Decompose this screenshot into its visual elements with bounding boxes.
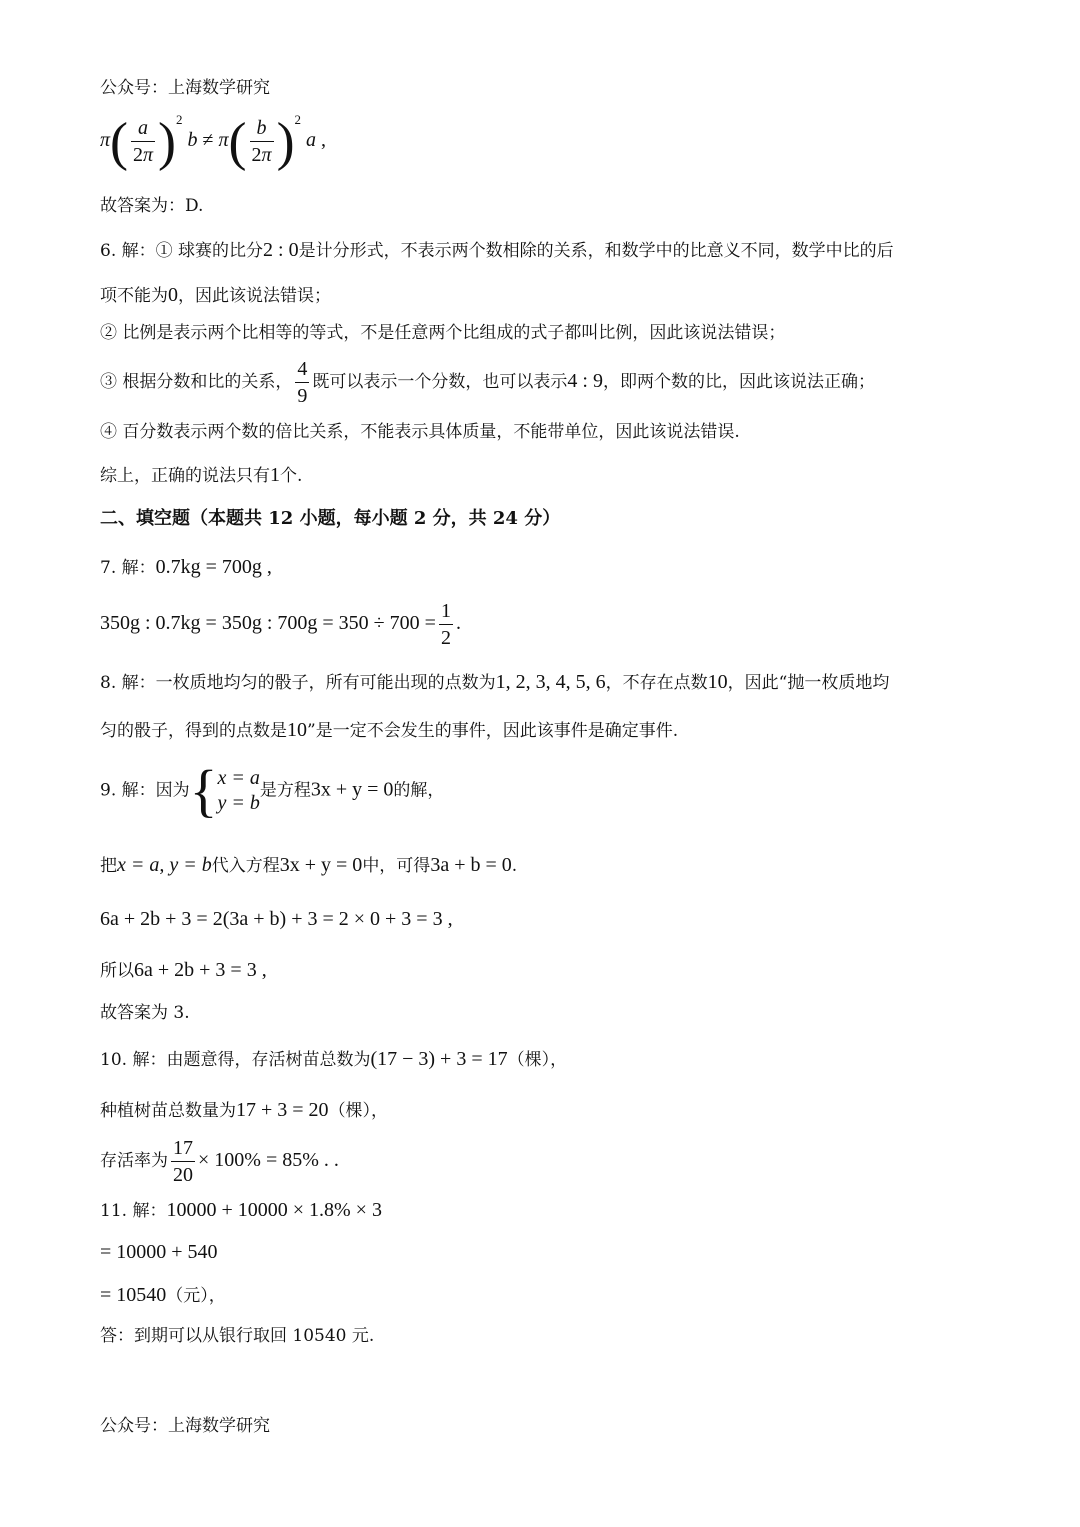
- section-title: 二、填空题（本题共 12 小题，每小题 2 分，共 24 分）: [100, 508, 561, 529]
- q9-line5: 故答案为 3.: [100, 1003, 190, 1023]
- q8-line1: 8. 解：一枚质地均匀的骰子，所有可能出现的点数为1, 2, 3, 4, 5, 6，不存在点数10，因此“抛一枚质地均: [100, 671, 890, 693]
- q6-line4: ③ 根据分数和比的关系， $\frac{4}{9}$ 既可以表示一个分数，也可以表示4 : 9，即两个数的比，因此该说法正确；: [100, 358, 875, 407]
- footer-account: 公众号：上海数学研究: [100, 1416, 270, 1436]
- q6-line5: ④ 百分数表示两个数的倍比关系，不能表示具体质量，不能带单位，因此该说法错误.: [100, 422, 740, 442]
- q9-line4: 所以6a + 2b + 3 = 3 ,: [100, 959, 267, 981]
- q6-line6: 综上，正确的说法只有1个.: [100, 464, 303, 486]
- q9-line1: 9. 解：因为{ x = a y = b 是方程3x + y = 0的解，: [100, 758, 445, 823]
- q8-line2: 匀的骰子，得到的点数是10”是一定不会发生的事件，因此该事件是确定事件.: [100, 719, 679, 741]
- q7-line1: 7. 解：0.7kg = 700g ,: [100, 556, 272, 578]
- q11-line2: = 10000 + 540: [100, 1241, 218, 1263]
- q11-line1: 11. 解：10000 + 10000 × 1.8% × 3: [100, 1199, 382, 1221]
- q6-line2: 项不能为0，因此该说法错误；: [100, 284, 331, 306]
- q9-line3: 6a + 2b + 3 = 2(3a + b) + 3 = 2 × 0 + 3 = 3 ,: [100, 908, 453, 930]
- q11-line4: 答：到期可以从银行取回 10540 元.: [100, 1326, 375, 1346]
- q10-line2: 种植树苗总数量为17 + 3 = 20（棵），: [100, 1099, 389, 1121]
- formula-q5: π( $\frac{a}{2\pi}$ )$^2$ b ≠ π( $\frac{b}{2\pi}$ )$^2$ a ,: [100, 111, 327, 172]
- q10-line1: 10. 解：由题意得，存活树苗总数为(17 − 3) + 3 = 17（棵），: [100, 1048, 568, 1070]
- q9-line2: 把x = a, y = b代入方程3x + y = 0中，可得3a + b = 0.: [100, 854, 518, 876]
- header-account: 公众号：上海数学研究: [100, 78, 270, 98]
- q6-line1: 6. 解：① 球赛的比分2 : 0是计分形式，不表示两个数相除的关系，和数学中的比意义不同，数学中比的后: [100, 239, 894, 261]
- q11-line3: = 10540（元），: [100, 1284, 226, 1306]
- q10-line3: 存活率为 $\frac{17}{20}$ × 100% = 85% . .: [100, 1137, 339, 1186]
- answer-q5: 故答案为：D.: [100, 196, 204, 216]
- q7-line2: 350g : 0.7kg = 350g : 700g = 350 ÷ 700 = $\frac{1}{2}$ .: [100, 600, 461, 649]
- q6-line3: ② 比例是表示两个比相等的等式，不是任意两个比组成的式子都叫比例，因此该说法错误；: [100, 323, 786, 343]
